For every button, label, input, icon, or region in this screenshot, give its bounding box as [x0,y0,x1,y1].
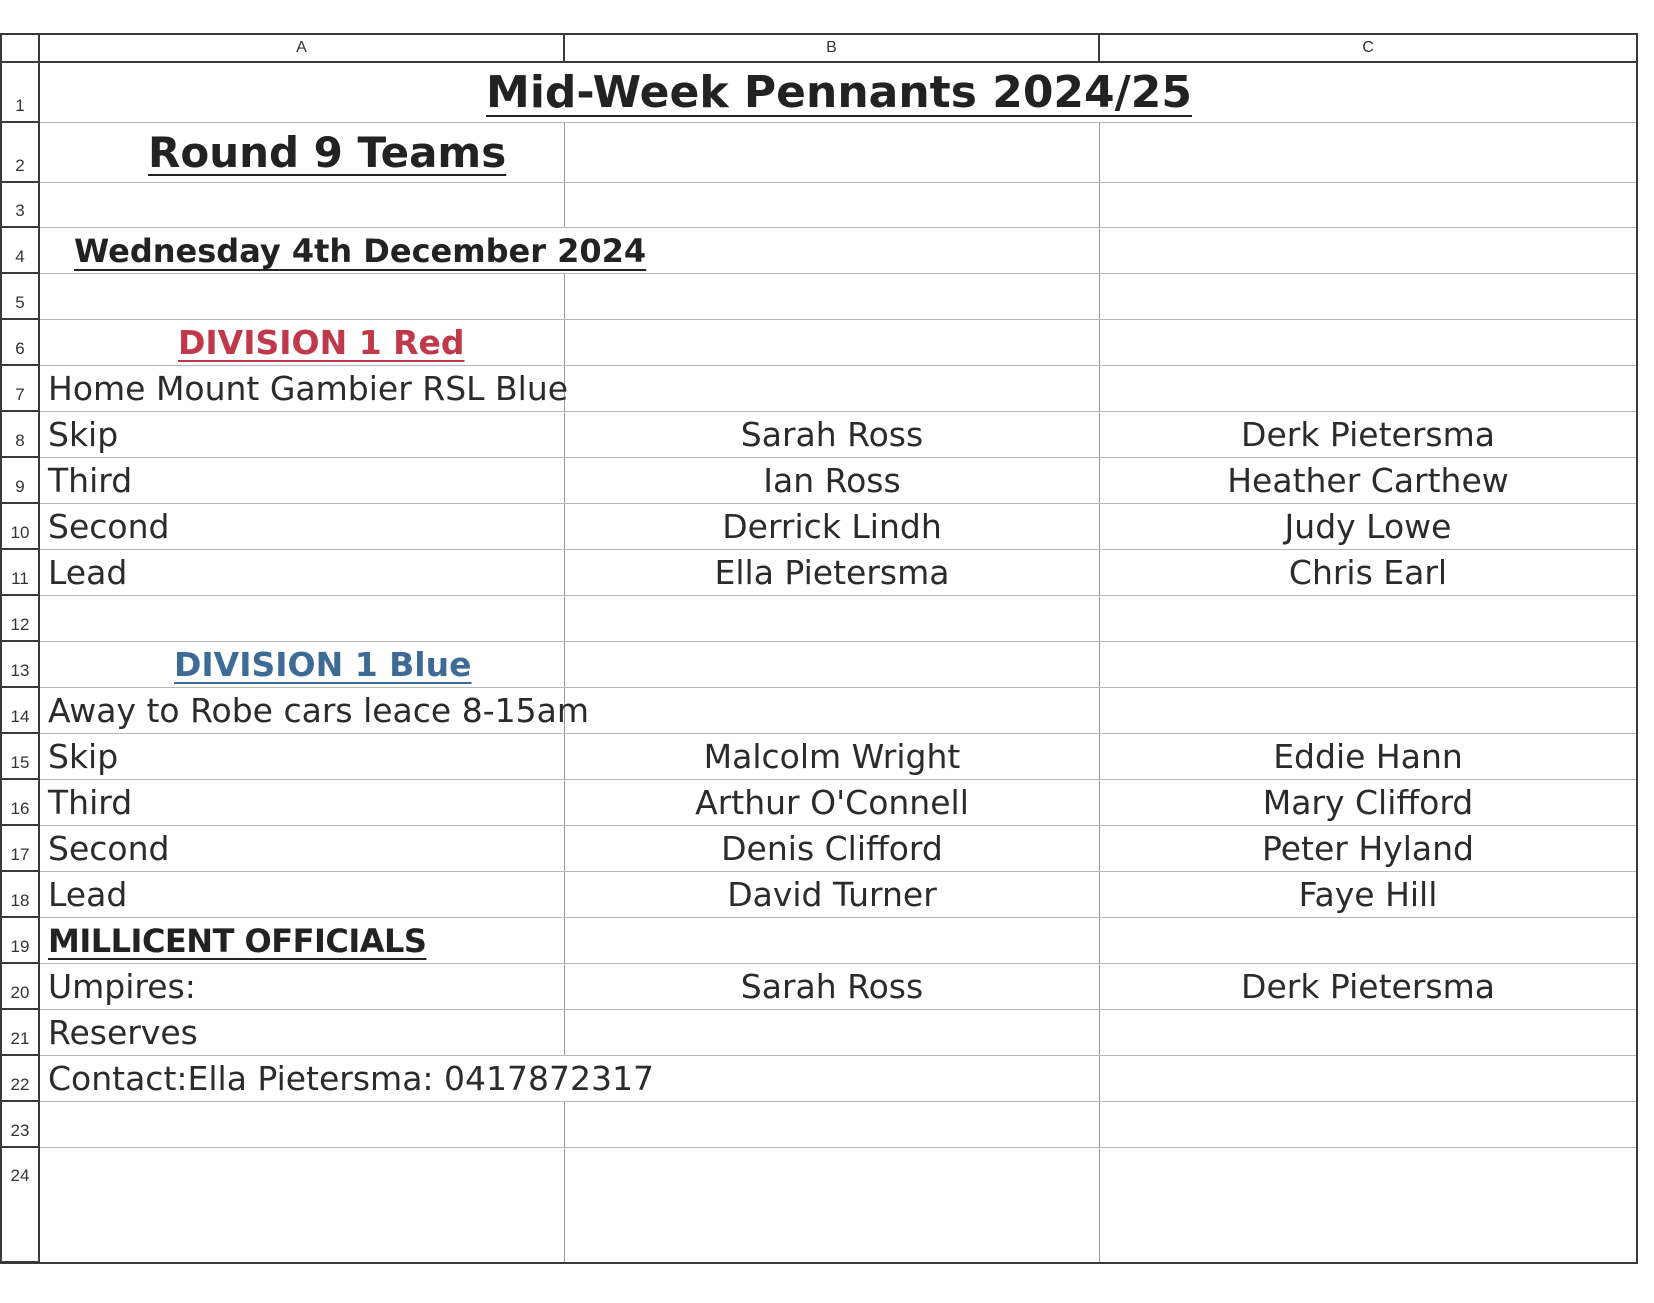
cell-a12[interactable] [42,596,565,641]
cell-c21[interactable] [1100,1010,1636,1055]
cell-a11[interactable] [42,550,565,595]
row-3 [2,183,1636,228]
row-header[interactable]: 13 [2,642,40,687]
umpire-name: Derk Pietersma [1241,967,1495,1006]
cell-c23[interactable] [1100,1102,1636,1147]
cell-c11[interactable] [1100,550,1636,595]
cell-a17[interactable] [42,826,565,871]
cell-c6[interactable] [1100,320,1636,365]
cell-a22[interactable] [42,1056,1100,1101]
position-label: Second [48,507,170,546]
row-header[interactable]: 7 [2,366,40,411]
row-header[interactable]: 11 [2,550,40,595]
contact-text: Contact:Ella Pietersma: 0417872317 [48,1059,654,1098]
reserves-label: Reserves [48,1013,198,1052]
row-14 [2,688,1636,734]
player-name: Derrick Lindh [722,507,942,546]
cell-c7[interactable] [1100,366,1636,411]
row-20 [2,964,1636,1010]
cell-c15[interactable] [1100,734,1636,779]
row-2 [2,123,1636,183]
fixture-text: Home Mount Gambier RSL Blue [48,369,569,408]
cell-b2[interactable] [565,123,1100,182]
cell-c17[interactable] [1100,826,1636,871]
cell-b6[interactable] [565,320,1100,365]
title-cell[interactable] [42,63,1636,122]
cell-b10[interactable] [565,504,1100,549]
position-label: Lead [48,553,128,592]
position-label: Second [48,829,170,868]
row-17 [2,826,1636,872]
row-4 [2,228,1636,274]
cell-b9[interactable] [565,458,1100,503]
cell-c18[interactable] [1100,872,1636,917]
player-name: Judy Lowe [1284,507,1452,546]
cell-b13[interactable] [565,642,1100,687]
row-header[interactable]: 21 [2,1010,40,1055]
row-header[interactable]: 9 [2,458,40,503]
row-8 [2,412,1636,458]
cell-b15[interactable] [565,734,1100,779]
row-6 [2,320,1636,366]
row-header[interactable]: 6 [2,320,40,365]
player-name: Ian Ross [763,461,901,500]
row-header[interactable]: 12 [2,596,40,641]
umpire-name: Sarah Ross [740,967,924,1006]
cell-c14[interactable] [1100,688,1636,733]
fixture-text: Away to Robe cars leace 8-15am [48,691,589,730]
cell-c20[interactable] [1100,964,1636,1009]
player-name: Heather Carthew [1227,461,1509,500]
player-name: Arthur O'Connell [695,783,969,822]
position-label: Lead [48,875,128,914]
player-name: Denis Clifford [721,829,943,868]
row-10 [2,504,1636,550]
cell-c12[interactable] [1100,596,1636,641]
cell-c5[interactable] [1100,274,1636,319]
spreadsheet [0,33,1638,1264]
round-heading: Round 9 Teams [148,128,507,177]
cell-b11[interactable] [565,550,1100,595]
row-23 [2,1102,1636,1148]
cell-c16[interactable] [1100,780,1636,825]
cell-b24[interactable] [565,1148,1100,1262]
cell-a18[interactable] [42,872,565,917]
cell-b17[interactable] [565,826,1100,871]
cell-a4[interactable] [42,228,1100,273]
position-label: Skip [48,415,119,454]
cell-c3[interactable] [1100,183,1636,227]
cell-a20[interactable] [42,964,565,1009]
player-name: Ella Pietersma [714,553,950,592]
select-all-corner[interactable] [2,35,40,63]
cell-c2[interactable] [1100,123,1636,182]
row-header[interactable]: 24 [2,1148,40,1262]
row-header[interactable]: 4 [2,228,40,273]
cell-c4[interactable] [1100,228,1636,273]
cell-b19[interactable] [565,918,1100,963]
row-12 [2,596,1636,642]
row-header[interactable]: 17 [2,826,40,871]
row-header[interactable]: 18 [2,872,40,917]
cell-a16[interactable] [42,780,565,825]
row-header[interactable]: 10 [2,504,40,549]
cell-a19[interactable] [42,918,565,963]
cell-a13[interactable] [42,642,565,687]
player-name: Derk Pietersma [1241,415,1495,454]
row-header[interactable]: 19 [2,918,40,963]
cell-a23[interactable] [42,1102,565,1147]
match-date: Wednesday 4th December 2024 [74,231,647,270]
row-header[interactable]: 15 [2,734,40,779]
row-11 [2,550,1636,596]
player-name: Chris Earl [1288,553,1448,592]
player-name: Sarah Ross [740,415,924,454]
cell-b14[interactable] [565,688,1100,733]
cell-b5[interactable] [565,274,1100,319]
row-header[interactable]: 20 [2,964,40,1009]
cell-a24[interactable] [42,1148,565,1262]
row-22 [2,1056,1636,1102]
row-15 [2,734,1636,780]
player-name: David Turner [727,875,937,914]
cell-c22[interactable] [1100,1056,1636,1101]
cell-c24[interactable] [1100,1148,1636,1262]
cell-c10[interactable] [1100,504,1636,549]
row-1 [2,63,1636,123]
row-18 [2,872,1636,918]
player-name: Mary Clifford [1262,783,1474,822]
cell-b12[interactable] [565,596,1100,641]
row-header[interactable]: 22 [2,1056,40,1101]
cell-a2[interactable] [42,123,565,182]
cell-a14[interactable] [42,688,589,733]
cell-b21[interactable] [565,1010,1100,1055]
division-red-heading: DIVISION 1 Red [178,323,465,362]
player-name: Malcolm Wright [703,737,961,776]
row-header[interactable]: 1 [2,63,40,122]
row-7 [2,366,1636,412]
row-header[interactable]: 2 [2,123,40,182]
sheet-title: Mid-Week Pennants 2024/25 [486,67,1192,118]
player-name: Faye Hill [1298,875,1438,914]
cell-a8[interactable] [42,412,565,457]
cell-b8[interactable] [565,412,1100,457]
cell-a10[interactable] [42,504,565,549]
row-21 [2,1010,1636,1056]
row-24 [2,1148,1636,1262]
cell-a6[interactable] [42,320,565,365]
column-header-c[interactable]: C [1100,35,1636,63]
position-label: Skip [48,737,119,776]
row-header[interactable]: 16 [2,780,40,825]
cell-a3[interactable] [42,183,565,227]
cell-a5[interactable] [42,274,565,319]
row-header[interactable]: 8 [2,412,40,457]
cell-a15[interactable] [42,734,565,779]
division-blue-heading: DIVISION 1 Blue [174,645,472,684]
row-header[interactable]: 14 [2,688,40,733]
cell-a21[interactable] [42,1010,565,1055]
position-label: Third [48,783,133,822]
cell-c9[interactable] [1100,458,1636,503]
cell-b7[interactable] [565,366,1100,411]
cell-c13[interactable] [1100,642,1636,687]
row-19 [2,918,1636,964]
cell-c19[interactable] [1100,918,1636,963]
row-header[interactable]: 3 [2,183,40,227]
row-13 [2,642,1636,688]
row-9 [2,458,1636,504]
position-label: Third [48,461,133,500]
column-header-a[interactable]: A [40,35,565,63]
cell-b23[interactable] [565,1102,1100,1147]
row-16 [2,780,1636,826]
cell-b18[interactable] [565,872,1100,917]
cell-a9[interactable] [42,458,565,503]
cell-c8[interactable] [1100,412,1636,457]
column-header-b[interactable]: B [565,35,1100,63]
row-header[interactable]: 23 [2,1102,40,1147]
cell-a7[interactable] [42,366,569,411]
player-name: Peter Hyland [1262,829,1474,868]
player-name: Eddie Hann [1273,737,1463,776]
officials-heading: MILLICENT OFFICIALS [48,921,427,960]
umpires-label: Umpires: [48,967,196,1006]
cell-b3[interactable] [565,183,1100,227]
cell-b20[interactable] [565,964,1100,1009]
cell-b16[interactable] [565,780,1100,825]
row-header[interactable]: 5 [2,274,40,319]
row-5 [2,274,1636,320]
